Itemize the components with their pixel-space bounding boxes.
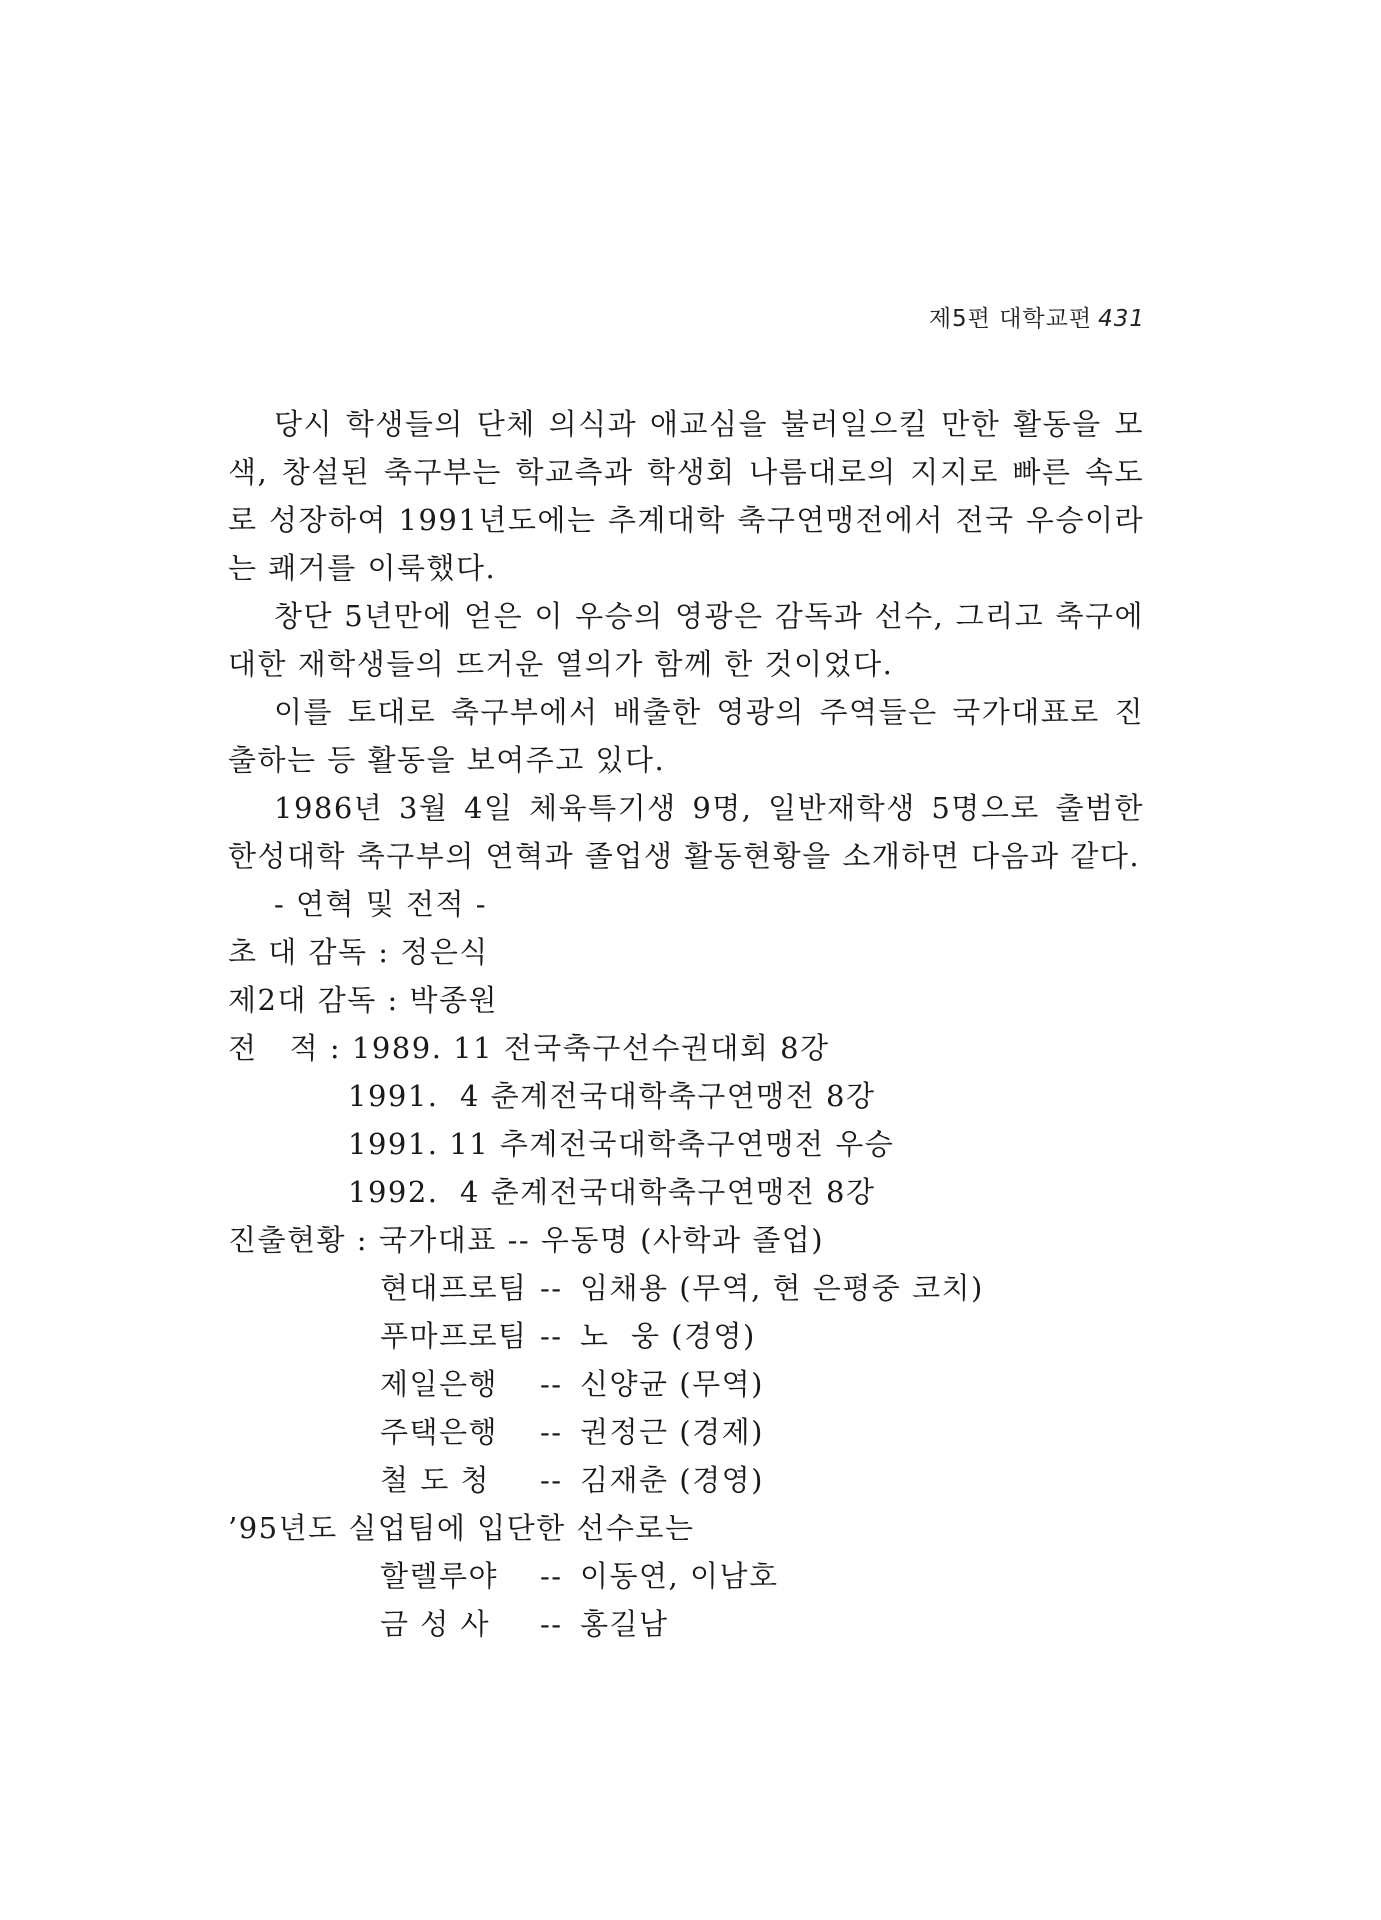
- career-dash: --: [507, 1223, 531, 1257]
- paragraph: 창단 5년만에 얻은 이 우승의 영광은 감독과 선수, 그리고 축구에 대한 재학생들의 뜨거운 열의가 함께 한 것이었다.: [228, 599, 1144, 681]
- career-org: 현대프로팀: [380, 1271, 528, 1305]
- career-person: 김재춘 (경영): [580, 1463, 764, 1497]
- record-row: [228, 1024, 1144, 1072]
- record-event: 춘계전국대학축구연맹전 8강: [490, 1079, 876, 1113]
- paragraph: 당시 학생들의 단체 의식과 애교심을 불러일으킬 만한 활동을 모색, 창설된 축구부는 학교측과 학생회 나름대로의 지지로 빠른 속도로 성장하여 1991년도에는 추계대학 축구연맹전에서 전국 우승이라는 쾌거를 이룩했다.: [228, 407, 1144, 585]
- career-row: [228, 1264, 1144, 1312]
- history-title: - 연혁 및 전적 -: [274, 887, 488, 921]
- career-dash: --: [540, 1463, 563, 1497]
- career-org: 주택은행: [380, 1415, 499, 1449]
- running-header: [929, 300, 1145, 333]
- record-date: 1989. 11: [351, 1031, 494, 1065]
- career-dash: --: [540, 1415, 563, 1449]
- career-person: 노 웅 (경영): [580, 1319, 756, 1353]
- record-row: [228, 1072, 1144, 1120]
- career-row: [228, 1408, 1144, 1456]
- record-event: 춘계전국대학축구연맹전 8강: [490, 1175, 876, 1209]
- team95-row: [228, 1552, 1144, 1600]
- career-row: [228, 1456, 1144, 1504]
- team95-person: 이동연, 이남호: [580, 1559, 779, 1593]
- record-date: 1992. 4: [348, 1175, 480, 1209]
- team95-row: [228, 1600, 1144, 1648]
- coach-row: [228, 976, 1144, 1024]
- coach-name: 박종원: [409, 983, 498, 1017]
- team95-org: 할렐루야: [380, 1559, 499, 1593]
- career-person: 우동명 (사학과 졸업): [540, 1223, 825, 1257]
- coach-sep: :: [378, 935, 390, 969]
- career-row: [228, 1216, 1144, 1264]
- record-event: 추계전국대학축구연맹전 우승: [499, 1127, 895, 1161]
- coach-label: 제2대 감독: [228, 983, 377, 1017]
- team95-person: 홍길남: [580, 1607, 669, 1641]
- team95-intro: ’95년도 실업팀에 입단한 선수로는: [228, 1511, 695, 1545]
- paragraph: 1986년 3월 4일 체육특기생 9명, 일반재학생 5명으로 출범한 한성대학 축구부의 연혁과 졸업생 활동현황을 소개하면 다음과 같다.: [228, 791, 1144, 873]
- team95-dash: --: [540, 1559, 563, 1593]
- career-person: 신양균 (무역): [580, 1367, 764, 1401]
- career-person: 권정근 (경제): [580, 1415, 764, 1449]
- career-row: [228, 1360, 1144, 1408]
- record-row: [228, 1120, 1144, 1168]
- career-org: 푸마프로팀: [380, 1319, 528, 1353]
- career-label: 진출현황: [228, 1223, 347, 1257]
- record-event: 전국축구선수권대회 8강: [503, 1031, 830, 1065]
- team95-org: 금 성 사: [380, 1607, 490, 1641]
- career-sep: :: [356, 1223, 369, 1257]
- career-dash: --: [540, 1271, 563, 1305]
- record-date: 1991. 4: [348, 1079, 480, 1113]
- career-org: 제일은행: [380, 1367, 499, 1401]
- coach-label: 초 대 감독: [228, 935, 368, 969]
- record-row: [228, 1168, 1144, 1216]
- record-date: 1991. 11: [348, 1127, 490, 1161]
- body-text: [228, 400, 1144, 1648]
- career-org: 국가대표: [378, 1223, 497, 1257]
- coach-row: [228, 928, 1144, 976]
- career-dash: --: [540, 1319, 563, 1353]
- career-dash: --: [540, 1367, 563, 1401]
- record-sep: :: [329, 1031, 342, 1065]
- team95-dash: --: [540, 1607, 563, 1641]
- section-title: 제5편 대학교편: [928, 306, 1093, 332]
- coach-name: 정은식: [400, 935, 489, 969]
- career-row: [228, 1312, 1144, 1360]
- career-person: 임채용 (무역, 현 은평중 코치): [580, 1271, 984, 1305]
- career-org: 철 도 청: [380, 1463, 490, 1497]
- page-number: 431: [1098, 306, 1145, 332]
- record-label: 전 적: [228, 1031, 320, 1065]
- coach-sep: :: [387, 983, 399, 1017]
- paragraph: 이를 토대로 축구부에서 배출한 영광의 주역들은 국가대표로 진출하는 등 활동을 보여주고 있다.: [228, 695, 1144, 777]
